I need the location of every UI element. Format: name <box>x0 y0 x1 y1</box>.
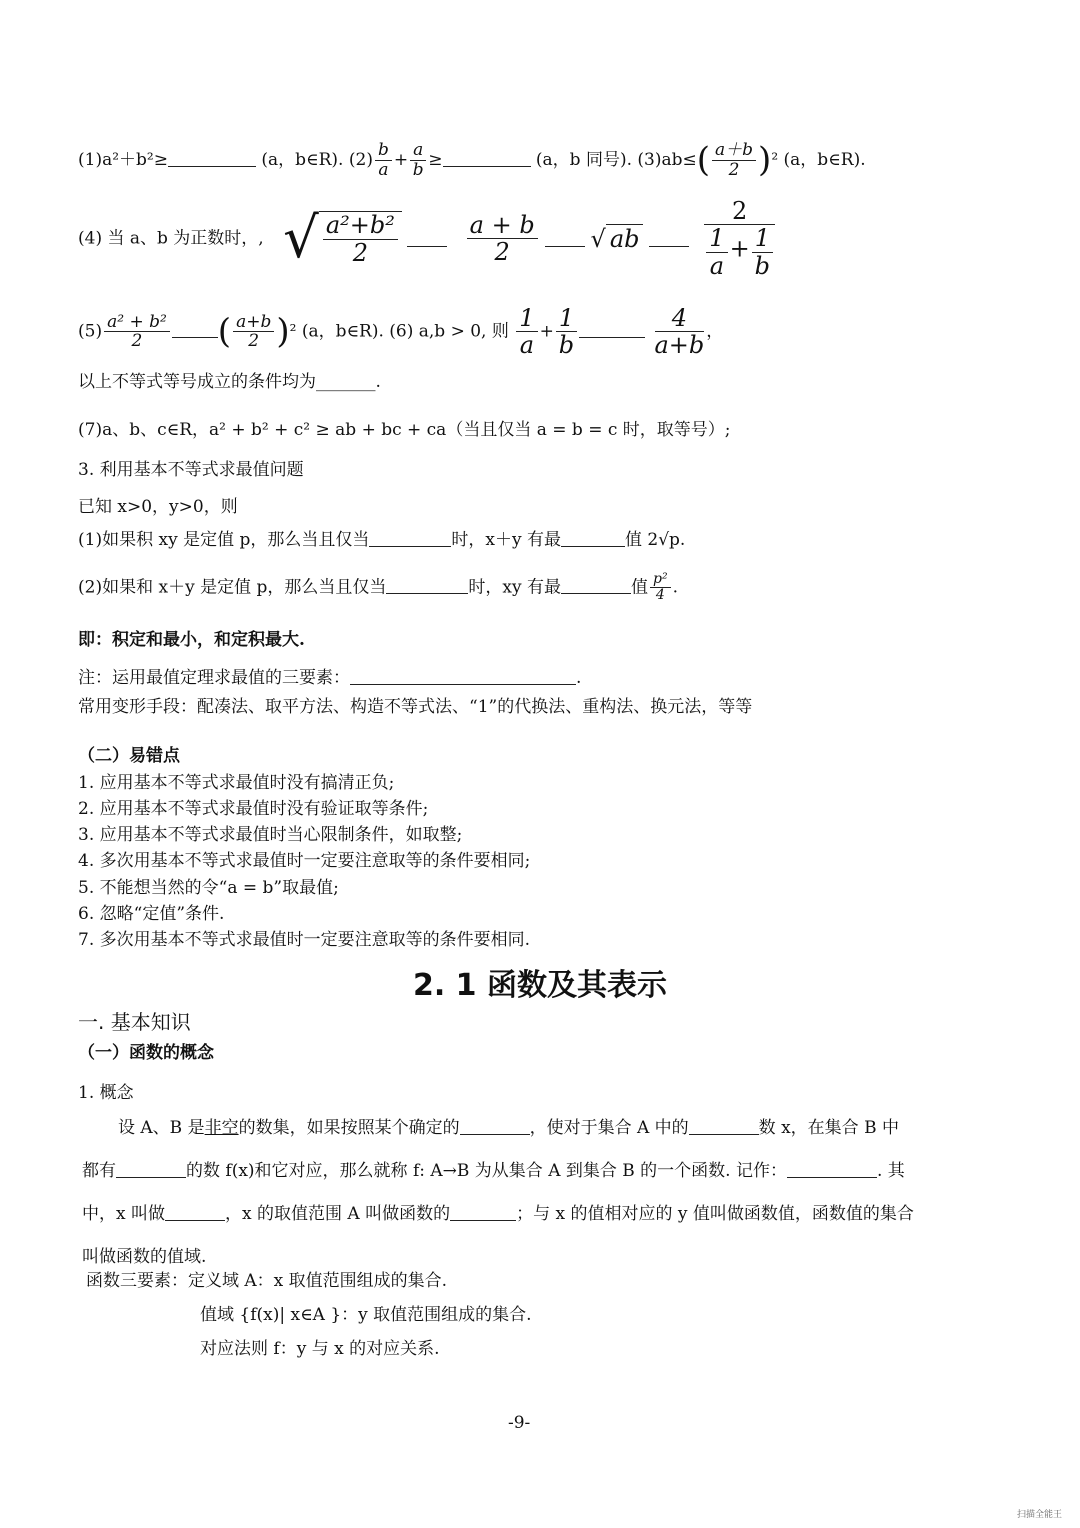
max-min-item-2: (2)如果和 x＋y 是定值 p，那么当且仅当 时，xy 有最 值 $\frac{\text{p²}}{4}$ . <box>78 571 678 604</box>
definition-line-2: 都有 的数 f(x)和它对应，那么就称 f: A→B 为从集合 A 到集合 B 的一个函数. 记作： . 其 <box>82 1161 905 1181</box>
inequality-line-1: (1)a²＋b²≥ (a，b∈R). (2) $\frac{b}{a}$ + $\frac{a}{b}$ ≥ (a，b 同号). (3)ab≤( $\frac{a+b}{2}$ )² (a，b∈R). <box>78 140 866 180</box>
error-item: 2. 应用基本不等式求最值时没有验证取等条件; <box>78 799 429 819</box>
equality-condition-line: 以上不等式等号成立的条件均为_______. <box>78 372 381 392</box>
arithmetic-mean: $\frac{a + b}{2}$ <box>467 212 538 266</box>
given-condition: 已知 x>0，y>0，则 <box>78 497 238 517</box>
blank <box>443 150 531 167</box>
three-elements-note: 注：运用最值定理求最值的三要素： . <box>78 668 582 688</box>
error-item: 3. 应用基本不等式求最值时当心限制条件，如取整; <box>78 825 463 845</box>
basic-knowledge-heading: 一. 基本知识 <box>78 1010 191 1034</box>
function-concept-heading: （一）函数的概念 <box>78 1043 214 1063</box>
quadratic-mean: √ $\frac{\text{a²+b²}}{2}$ <box>283 205 402 272</box>
summary-line: 即：积定和最小，和定积最大. <box>78 630 305 650</box>
inequality-line-7: (7)a、b、c∈R，a² + b² + c² ≥ ab + bc + ca（当且仅当 a = b = c 时，取等号）; <box>78 420 731 440</box>
error-item: 4. 多次用基本不等式求最值时一定要注意取等的条件要相同; <box>78 851 531 871</box>
error-item: 7. 多次用基本不等式求最值时一定要注意取等的条件要相同. <box>78 930 531 950</box>
three-elements-domain: 函数三要素：定义域 A：x 取值范围组成的集合. <box>86 1271 448 1291</box>
concept-label: 1. 概念 <box>78 1083 134 1103</box>
errors-heading: （二）易错点 <box>78 746 180 766</box>
ineq-1-domain: (a，b∈R). <box>261 149 344 170</box>
fraction-b-over-a: $\frac{b}{a}$ <box>375 141 392 179</box>
definition-line-4: 叫做函数的值域. <box>82 1247 207 1267</box>
ineq-6-text: ² (a，b∈R). (6) a,b > 0, 则 <box>289 321 509 342</box>
geometric-mean: √ ab <box>591 224 644 254</box>
ineq-3-label: (3)ab≤ <box>637 149 697 170</box>
function-definition-paragraph <box>82 1107 962 1279</box>
harmonic-mean: 2 $\frac{1}{a}$ + $\frac{1}{b}$ <box>704 198 775 279</box>
chapter-title: 2. 1 函数及其表示 <box>412 968 668 1003</box>
max-min-item-1: (1)如果积 xy 是定值 p，那么当且仅当 时，x＋y 有最 值 2√p. <box>78 530 686 550</box>
inequality-line-5: (5) $\frac{\text{a² + b²}}{2}$ ( $\frac{a+b}{2}$ )² (a，b∈R). (6) a,b > 0, 则 $\frac{1}{a}$ + $\frac{1}{b}$ $\frac{4}{a+b}$ ， <box>78 304 724 360</box>
error-item: 6. 忽略“定值”条件. <box>78 904 225 924</box>
error-item: 5. 不能想当然的令“a = b”取最值; <box>78 878 339 898</box>
three-elements-range: 值域 {f(x)| x∈A }：y 取值范围组成的集合. <box>200 1305 532 1325</box>
definition-line-3: 中，x 叫做 ，x 的取值范围 A 叫做函数的 ；与 x 的值相对应的 y 值叫做函数值，函数值的集合 <box>82 1204 914 1224</box>
ineq-2-condition: (a，b 同号). <box>535 149 632 170</box>
scanner-watermark: 扫描全能王 <box>1016 1510 1062 1520</box>
three-elements-rule: 对应法则 f：y 与 x 的对应关系. <box>200 1339 440 1359</box>
blank <box>168 150 256 167</box>
ineq-3-domain: ² (a，b∈R). <box>771 149 866 170</box>
ineq-4-label: (4) 当 a、b 为正数时，, <box>78 228 264 249</box>
transformation-methods: 常用变形手段：配凑法、取平方法、构造不等式法、“1”的代换法、重构法、换元法，等等 <box>78 697 753 717</box>
section-3-heading: 3. 利用基本不等式求最值问题 <box>78 460 304 480</box>
fraction-apb-over-2: $\frac{a+b}{2}$ <box>712 141 756 179</box>
ineq-2-label: (2) <box>348 149 373 170</box>
fraction-sq-sum: $\frac{\text{a² + b²}}{2}$ <box>104 313 170 351</box>
inequality-line-4 <box>78 198 777 279</box>
definition-line-1: 设 A、B 是非空的数集，如果按照某个确定的 ，使对于集合 A 中的 数 x，在集合 B 中 <box>118 1118 899 1138</box>
page-number: -9- <box>508 1413 531 1433</box>
error-item: 1. 应用基本不等式求最值时没有搞清正负; <box>78 773 395 793</box>
ineq-1-text: (1)a²＋b²≥ <box>78 149 168 170</box>
fraction-a-over-b: $\frac{a}{b}$ <box>410 141 426 179</box>
